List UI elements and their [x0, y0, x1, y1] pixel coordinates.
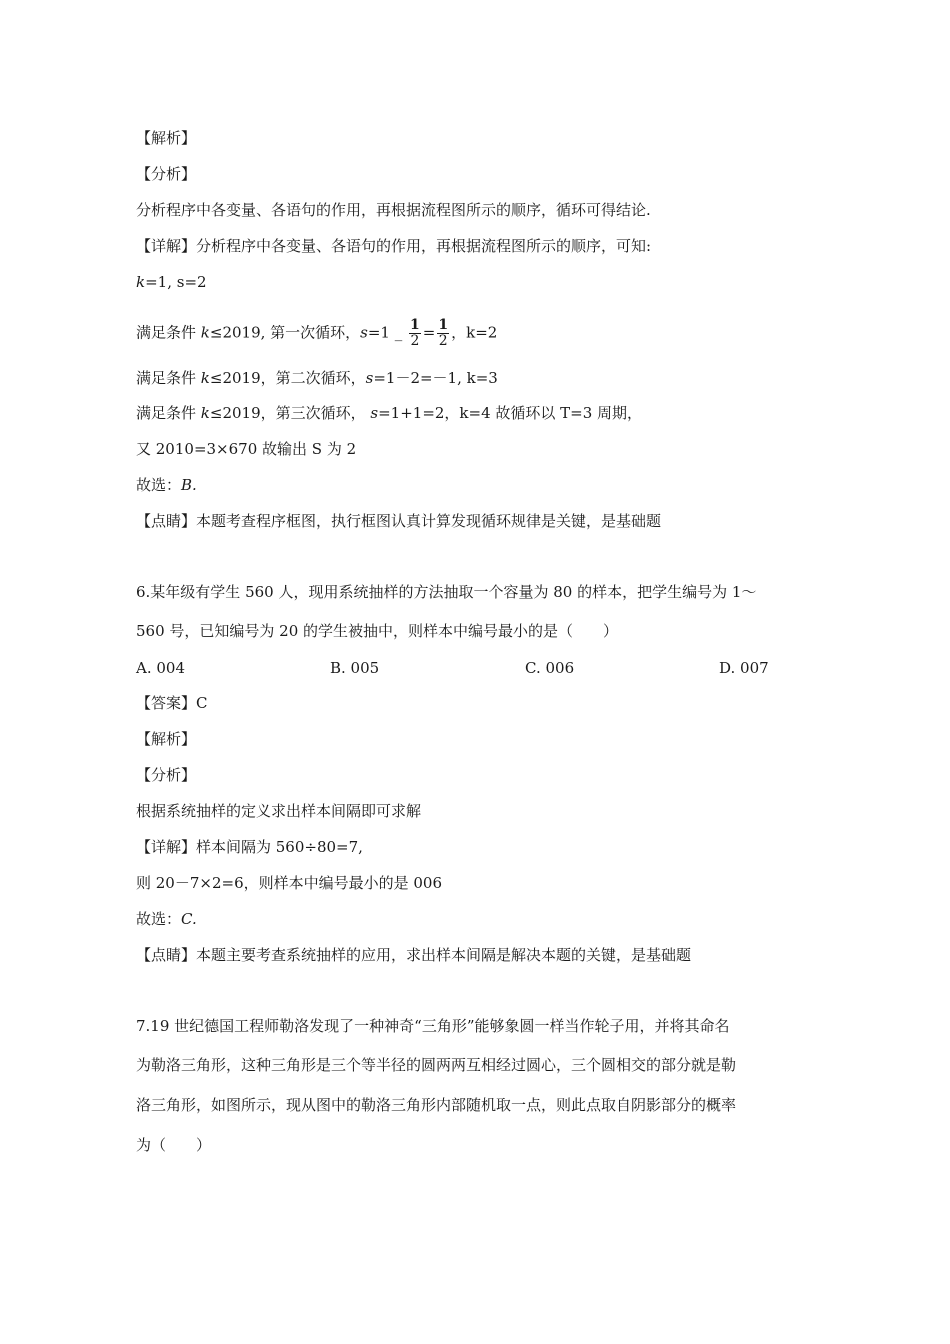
var-k: k	[200, 404, 210, 422]
q6-analysis-heading: 【解析】	[136, 730, 197, 748]
q7-stem-line-1: 7.19 世纪德国工程师勒洛发现了一种神奇“三角形”能够象圆一样当作轮子用，并将其命名	[136, 1017, 730, 1035]
output-text: 又 2010=3×670 故输出 S 为 2	[136, 440, 357, 458]
var-k: k	[136, 273, 146, 291]
step1-eq: =1 _	[367, 323, 403, 342]
q6-analysis-subheading: 【分析】	[136, 766, 197, 784]
comment-text: 【点睛】本题考查程序框图，执行框图认真计算发现循环规律是关键，是基础题	[136, 512, 662, 530]
var-s: s	[360, 323, 368, 342]
step3-tail: =1+1=2，k=4 故循环以 T=3 周期，	[378, 404, 643, 422]
fraction-1-numerator: 1	[410, 317, 420, 333]
loop-step-3	[136, 403, 642, 423]
q6-option-b: B. 005	[330, 659, 380, 677]
fraction-2-denominator: 2	[438, 333, 448, 349]
analysis-subheading: 【分析】	[136, 165, 197, 183]
step2-tail: =1－2=－1, k=3	[373, 369, 498, 387]
q6-calc-text: 则 20－7×2=6，则样本中编号最小的是 006	[136, 874, 443, 892]
q7-stem-line-4: 为（ ）	[136, 1136, 212, 1154]
analysis-text: 分析程序中各变量、各语句的作用，再根据流程图所示的顺序，循环可得结论.	[136, 201, 651, 219]
q6-option-d: D. 007	[719, 659, 769, 677]
q6-detail-text: 【详解】样本间隔为 560÷80=7,	[136, 838, 363, 856]
fraction-1	[409, 318, 421, 349]
fraction-2-numerator: 1	[438, 317, 449, 333]
q6-choose-answer: C.	[181, 910, 197, 928]
q7-stem-line-3: 洛三角形，如图所示，现从图中的勒洛三角形内部随机取一点，则此点取自阴影部分的概率	[136, 1096, 737, 1114]
step1-mid: ≤2019, 第一次循环，	[209, 323, 361, 342]
q6-option-a: A. 004	[136, 659, 185, 677]
fraction-1-denominator: 2	[410, 333, 420, 349]
var-s: s	[370, 404, 379, 422]
q6-answer: 【答案】C	[136, 694, 208, 712]
step1-pre: 满足条件	[136, 323, 201, 342]
loop-step-1	[136, 318, 497, 349]
var-k: k	[200, 369, 210, 387]
q6-stem-line-1: 6.某年级有学生 560 人，现用系统抽样的方法抽取一个容量为 80 的样本，把学生编号为 1～	[136, 583, 757, 601]
step1-tail: ，k=2	[451, 323, 498, 342]
var-k: k	[200, 323, 210, 342]
step2-pre: 满足条件	[136, 369, 201, 387]
step1-eqsign: =	[422, 323, 436, 342]
q6-choose-line	[136, 909, 197, 929]
choose-prefix: 故选：	[136, 476, 182, 494]
q6-stem-line-2: 560 号，已知编号为 20 的学生被抽中，则样本中编号最小的是（ ）	[136, 622, 619, 640]
step3-pre: 满足条件	[136, 404, 201, 422]
fraction-2	[437, 318, 449, 349]
q6-option-c: C. 006	[525, 659, 575, 677]
q7-stem-line-2: 为勒洛三角形，这种三角形是三个等半径的圆两两互相经过圆心，三个圆相交的部分就是勒	[136, 1056, 737, 1074]
q6-choose-prefix: 故选：	[136, 910, 182, 928]
init-values	[136, 272, 207, 292]
q6-analysis-text: 根据系统抽样的定义求出样本间隔即可求解	[136, 802, 422, 820]
step2-mid: ≤2019，第二次循环，	[209, 369, 366, 387]
choose-line	[136, 475, 197, 495]
var-s: s	[365, 369, 374, 387]
loop-step-2	[136, 368, 498, 388]
choose-answer: B.	[181, 476, 197, 494]
analysis-heading: 【解析】	[136, 129, 197, 147]
init-rest: =1, s=2	[145, 273, 207, 291]
q6-comment-text: 【点睛】本题主要考查系统抽样的应用，求出样本间隔是解决本题的关键，是基础题	[136, 946, 692, 964]
step3-mid: ≤2019，第三次循环，	[209, 404, 371, 422]
detail-text: 【详解】分析程序中各变量、各语句的作用，再根据流程图所示的顺序，可知:	[136, 237, 652, 255]
